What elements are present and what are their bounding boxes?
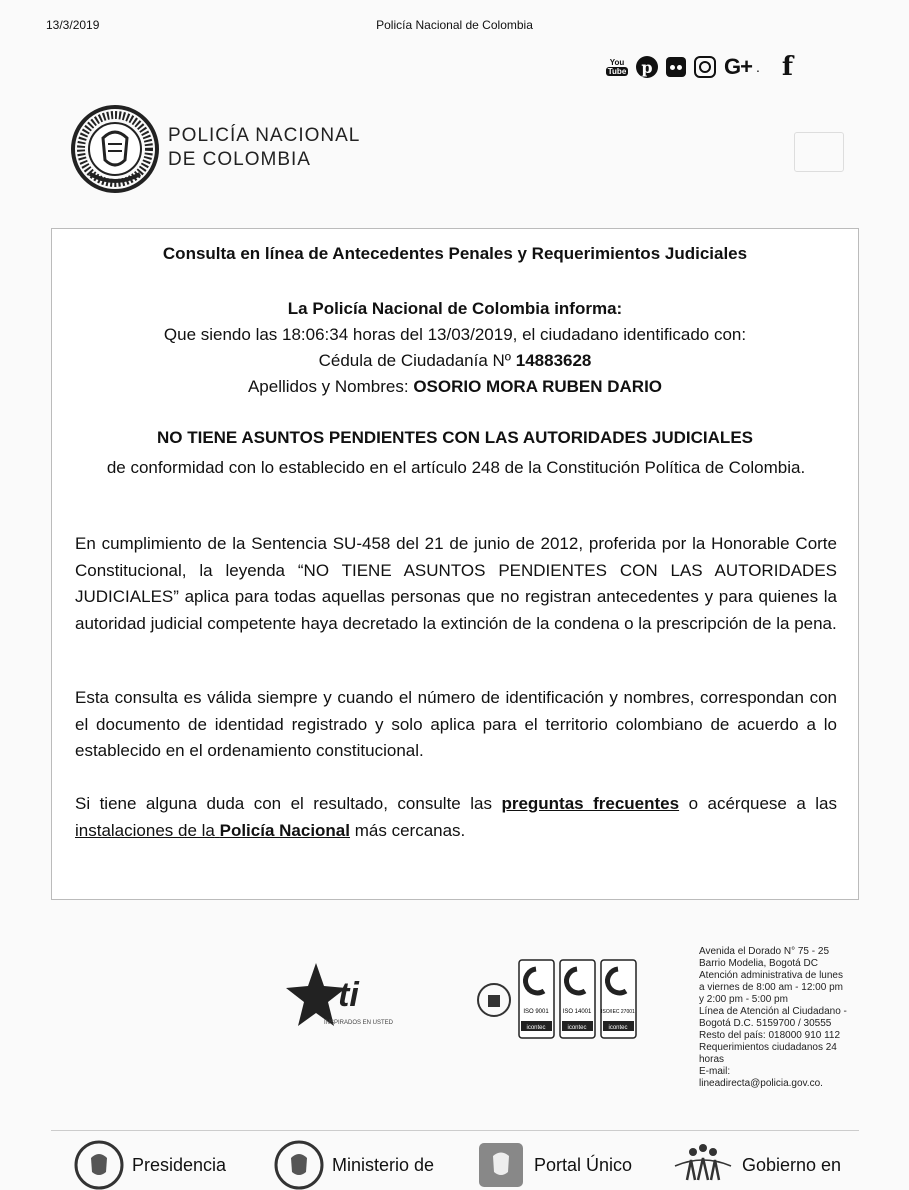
colombia-seal-icon bbox=[74, 1140, 124, 1190]
address-line: a viernes de 8:00 am - 12:00 pm bbox=[699, 982, 843, 993]
address-line: Avenida el Dorado N° 75 - 25 bbox=[699, 946, 830, 957]
name-label: Apellidos y Nombres: bbox=[247, 377, 409, 396]
certificate-panel bbox=[51, 228, 859, 900]
facebook-icon[interactable]: f bbox=[781, 52, 794, 82]
address-line: Resto del país: 018000 910 112 bbox=[699, 1030, 841, 1041]
cert-iso27001 bbox=[601, 960, 636, 1038]
name-line bbox=[52, 377, 858, 397]
youtube-icon[interactable] bbox=[606, 54, 628, 80]
verdict: NO TIENE ASUNTOS PENDIENTES CON LAS AUTORIDADES JUDICIALES bbox=[156, 428, 753, 447]
address-line: Bogotá D.C. 5159700 / 30555 bbox=[699, 1018, 832, 1029]
address-line: y 2:00 pm - 5:00 pm bbox=[699, 994, 788, 1005]
faq-link[interactable]: preguntas frecuentes bbox=[501, 794, 680, 813]
inform-line: La Policía Nacional de Colombia informa: bbox=[287, 299, 623, 318]
cert-label-1: ISO 9001 bbox=[523, 1009, 549, 1015]
google-plus-icon[interactable]: G+ bbox=[724, 54, 752, 79]
brand-line-1: POLICÍA NACIONAL bbox=[168, 125, 361, 146]
id-label: Cédula de Ciudadanía Nº bbox=[318, 351, 512, 370]
cert-label-3: ISO/IEC 27001 bbox=[601, 1009, 635, 1015]
colombia-seal-icon bbox=[274, 1140, 324, 1190]
address-line: horas bbox=[699, 1054, 725, 1065]
gobierno-en-linea-icon bbox=[672, 1140, 734, 1190]
brand-line-2: DE COLOMBIA bbox=[168, 149, 311, 170]
flickr-icon[interactable] bbox=[666, 57, 686, 77]
footer-link-label: Ministerio de bbox=[332, 1154, 435, 1175]
footer-link-presidencia[interactable] bbox=[74, 1140, 226, 1190]
mintic-wordmark: ti bbox=[338, 976, 359, 1014]
address-line: Atención administrativa de lunes bbox=[699, 970, 843, 981]
verdict-note: de conformidad con lo establecido en el artículo 248 de la Constitución Política de Colombia. bbox=[106, 458, 806, 477]
police-stations-link[interactable] bbox=[75, 821, 350, 840]
contact-text-end: más cercanas. bbox=[354, 820, 466, 840]
footer-link-ministerio[interactable] bbox=[274, 1140, 434, 1190]
footer-link-label: Portal Único bbox=[534, 1154, 633, 1175]
footer-link-portal-unico[interactable] bbox=[476, 1140, 632, 1190]
police-crest-logo bbox=[70, 104, 160, 194]
name-value: OSORIO MORA RUBEN DARIO bbox=[413, 377, 663, 396]
header-widget-placeholder bbox=[794, 132, 844, 172]
address-line: Línea de Atención al Ciudadano - bbox=[699, 1006, 847, 1017]
footer-link-label: Presidencia bbox=[132, 1154, 227, 1175]
print-date: 13/3/2019 bbox=[46, 18, 100, 32]
footer-link-label: Gobierno en bbox=[742, 1154, 842, 1175]
paragraph-contact bbox=[75, 791, 837, 844]
print-title: Policía Nacional de Colombia bbox=[376, 18, 533, 32]
contact-text-start: Si tiene alguna duda con el resultado, consulte las bbox=[75, 794, 492, 813]
cert-brand-3: icontec bbox=[608, 1025, 628, 1031]
certifications-logos bbox=[474, 955, 644, 1045]
id-number: 14883628 bbox=[515, 351, 592, 370]
paragraph-sentence: En cumplimiento de la Sentencia SU-458 del 21 de junio de 2012, proferida por la Honorable Corte Constitucional, la leyenda “NO TIENE ASUNTOS PENDIENTES CON LAS AUTORIDADES JUDICIALES” aplica para todas aquellas personas que no registran antecedentes y para quienes la autoridad judicial competente haya decretado la extinción de la condena o la prescripción de la pena. bbox=[75, 534, 837, 633]
brand-name bbox=[168, 124, 360, 172]
address-line: Requerimientos ciudadanos 24 bbox=[699, 1042, 837, 1053]
footer-link-gobierno-en-linea[interactable] bbox=[672, 1140, 841, 1190]
mintic-logo bbox=[286, 958, 416, 1038]
portal-unico-icon bbox=[476, 1140, 526, 1190]
footer-divider bbox=[51, 1130, 859, 1131]
cert-label-2: ISO 14001 bbox=[562, 1009, 592, 1015]
contact-address bbox=[699, 946, 859, 1090]
email-link[interactable]: lineadirecta@policia.gov.co. bbox=[699, 1078, 823, 1089]
cert-iso9001 bbox=[519, 960, 554, 1038]
stations-link-bold: Policía Nacional bbox=[219, 820, 350, 840]
paragraph-validity: Esta consulta es válida siempre y cuando el número de identificación y nombres, correspondan con el documento de identidad registrado y solo aplica para el territorio colombiano de acuerdo a lo establecido en el ordenamiento constitucional. bbox=[75, 688, 837, 760]
social-icons bbox=[606, 52, 793, 82]
address-line: E-mail: bbox=[699, 1066, 731, 1077]
youtube-icon-label-tube: Tube bbox=[607, 67, 627, 76]
cert-brand-2: icontec bbox=[567, 1025, 587, 1031]
pinterest-icon[interactable]: p bbox=[636, 56, 658, 78]
address-line: Barrio Modelia, Bogotá DC bbox=[699, 958, 818, 969]
certificate-heading: Consulta en línea de Antecedentes Penales y Requerimientos Judiciales bbox=[162, 244, 748, 263]
instagram-icon[interactable] bbox=[694, 56, 716, 78]
separator-dot: . bbox=[755, 59, 760, 75]
youtube-icon-label: You bbox=[609, 58, 625, 67]
cert-iso14001 bbox=[560, 960, 595, 1038]
id-line bbox=[52, 351, 858, 371]
stations-link-text: instalaciones de la bbox=[75, 820, 215, 840]
mintic-tagline: INSPIRADOS EN USTED bbox=[324, 1020, 394, 1026]
cert-brand-1: icontec bbox=[526, 1025, 546, 1031]
contact-text-mid: o acérquese a las bbox=[688, 794, 838, 813]
query-time-line: Que siendo las 18:06:34 horas del 13/03/2019, el ciudadano identificado con: bbox=[163, 325, 747, 344]
